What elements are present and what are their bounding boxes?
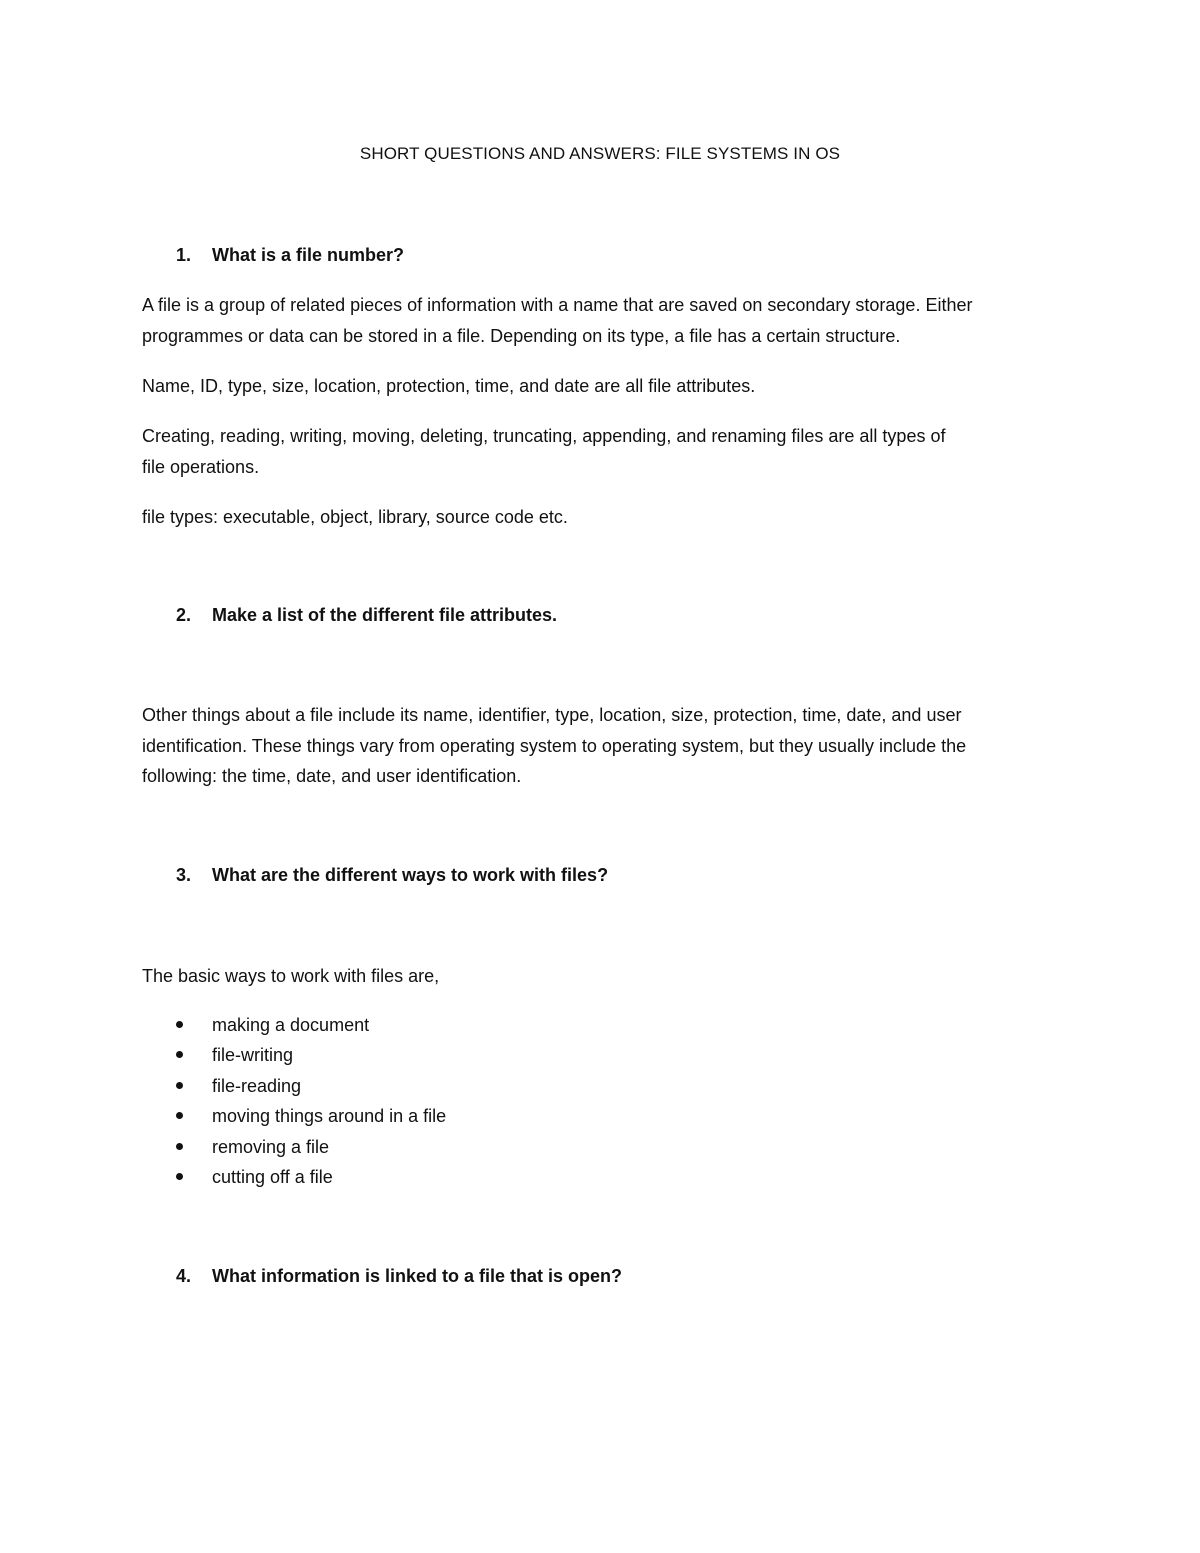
question-number: 3. — [176, 865, 192, 885]
text-line: Name, ID, type, size, location, protection, time, and date are all file attributes. — [142, 376, 756, 396]
list-item: file-reading — [142, 1071, 446, 1101]
text-line: file operations. — [142, 456, 260, 477]
bullet-icon — [176, 1143, 183, 1150]
text-line: Other things about a file include its name, identifier, type, location, size, protection, time, date, and user — [142, 705, 962, 725]
bullet-icon — [176, 1112, 183, 1119]
text-line: following: the time, date, and user identification. — [142, 766, 522, 786]
bullet-icon — [176, 1082, 183, 1089]
text-line: Creating, reading, writing, moving, deleting, truncating, appending, and renaming files are all types of — [142, 426, 946, 446]
document-title: SHORT QUESTIONS AND ANSWERS: FILE SYSTEMS IN OS — [359, 144, 841, 163]
question-3 — [176, 865, 608, 886]
question-text: What are the different ways to work with files? — [212, 865, 609, 885]
bullet-icon — [176, 1021, 183, 1028]
text-line: A file is a group of related pieces of information with a name that are saved on secondary storage. Either — [142, 295, 973, 315]
text-line: programmes or data can be stored in a file. Depending on its type, a file has a certain structure. — [142, 325, 901, 346]
answer-1-paragraph-2 — [142, 371, 1072, 402]
answer-3-intro — [142, 961, 1072, 992]
list-item: making a document — [142, 1010, 446, 1040]
question-2 — [176, 605, 557, 626]
file-operations-list — [142, 1010, 446, 1192]
answer-1-paragraph-4 — [142, 502, 1072, 533]
list-item: cutting off a file — [142, 1162, 446, 1192]
question-4 — [176, 1266, 622, 1287]
bullet-icon — [176, 1173, 183, 1180]
question-number: 4. — [176, 1266, 192, 1286]
answer-2-paragraph — [142, 700, 1072, 792]
answer-1-paragraph-1 — [142, 290, 1072, 351]
question-1 — [176, 245, 404, 266]
question-text: What information is linked to a file that is open? — [212, 1266, 623, 1286]
answer-1-paragraph-3 — [142, 421, 1072, 482]
question-number: 2. — [176, 605, 192, 625]
text-line: identification. These things vary from operating system to operating system, but they usually include the — [142, 735, 967, 756]
question-text: Make a list of the different file attributes. — [212, 605, 558, 625]
bullet-icon — [176, 1051, 183, 1058]
list-item: moving things around in a file — [142, 1101, 446, 1131]
text-line: The basic ways to work with files are, — [142, 966, 440, 986]
text-line: file types: executable, object, library, source code etc. — [142, 507, 568, 527]
list-item: removing a file — [142, 1132, 446, 1162]
question-number: 1. — [176, 245, 192, 265]
list-item: file-writing — [142, 1040, 446, 1070]
question-text: What is a file number? — [212, 245, 405, 265]
